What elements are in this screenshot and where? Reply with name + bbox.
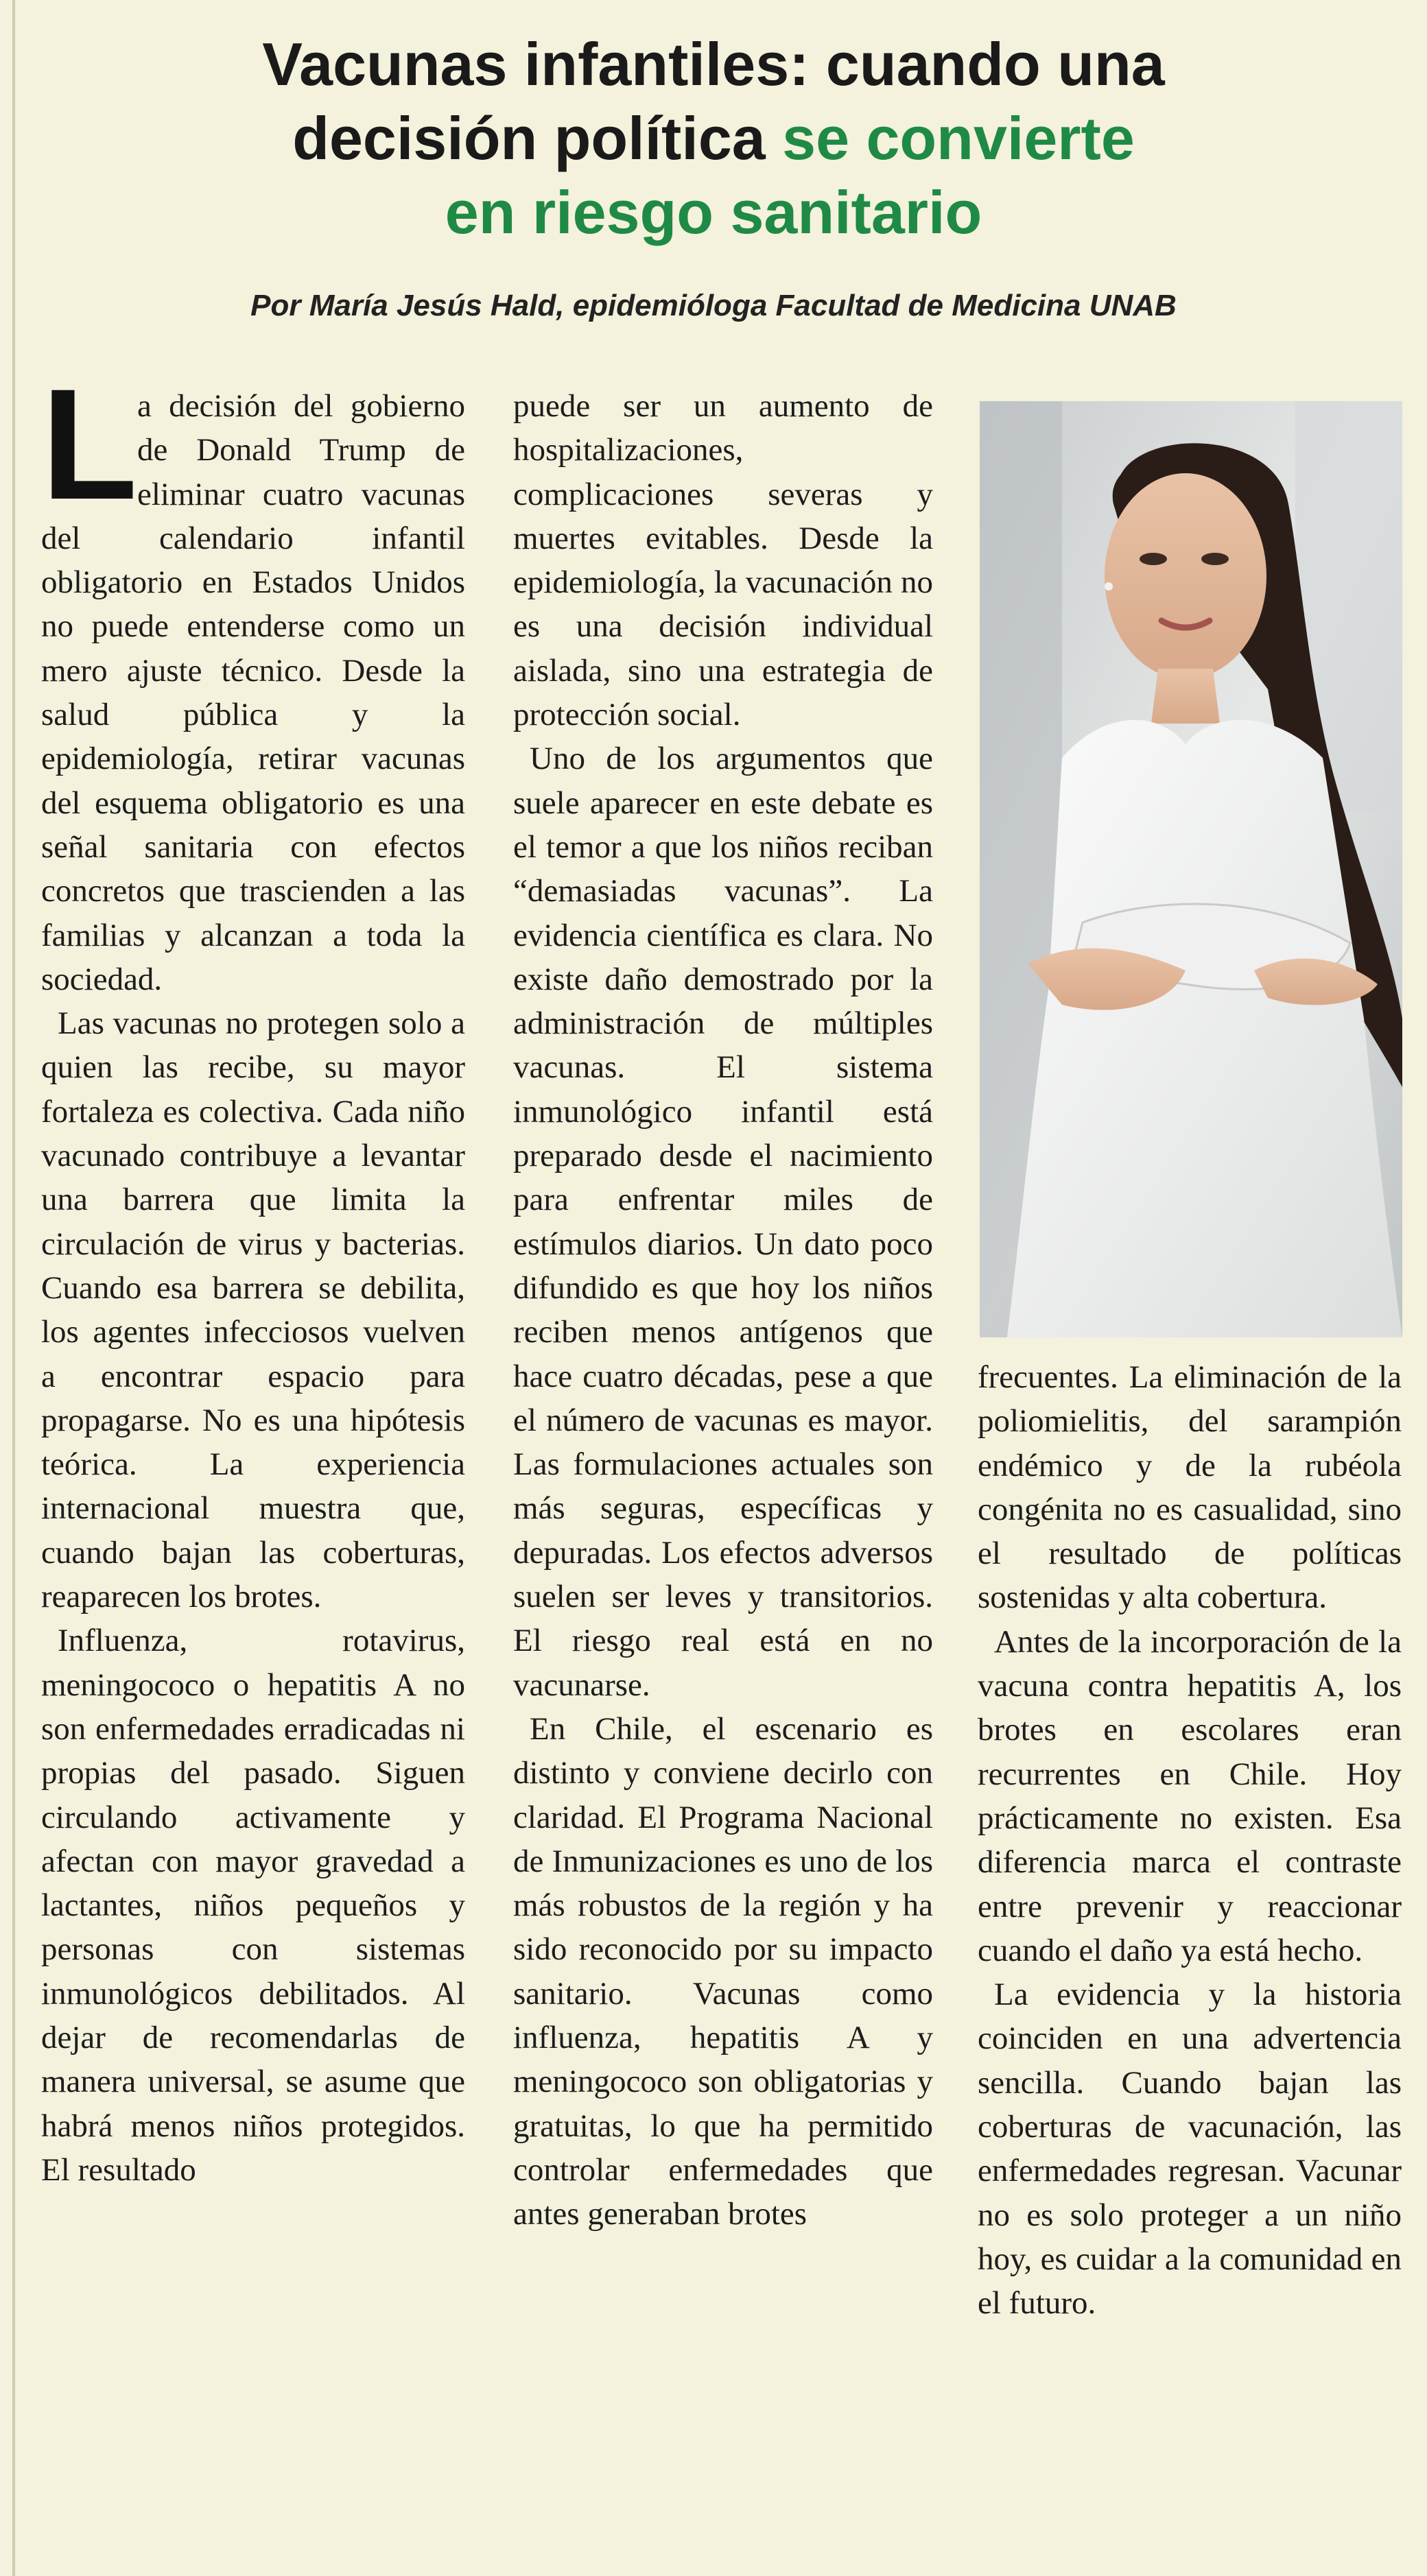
headline-line-3: en riesgo sanitario bbox=[445, 178, 982, 246]
paragraph-1: a decisión del gobierno de Donald Trump de eliminar cuatro vacunas del calendario infantil obligatorio en Estados Unidos no puede entenderse como un mero ajuste técnico. Desde la salud pública y la epidemiología, retirar vacunas del esquema obligatorio es una señal sanitaria con efectos concretos que trascienden a las familias y alcanzan a toda la sociedad. bbox=[41, 388, 465, 997]
headline-line-1: Vacunas infantiles: cuando una bbox=[262, 30, 1165, 98]
page-edge-rule bbox=[12, 0, 15, 2576]
drop-cap: L bbox=[41, 356, 138, 532]
article-byline: Por María Jesús Hald, epidemióloga Facultad de Medicina UNAB bbox=[250, 289, 1177, 322]
paragraph-8: Antes de la incorporación de la vacuna contra hepatitis A, los brotes en escolares eran recurrentes en Chile. Hoy prácticamente no existen. Esa diferencia marca el contraste entre prevenir y reaccionar cuando el daño ya está hecho. bbox=[978, 1623, 1402, 1968]
author-photo bbox=[980, 401, 1402, 1337]
article-column-1 bbox=[41, 356, 465, 2565]
article-column-3 bbox=[978, 1355, 1402, 2562]
paragraph-9: La evidencia y la historia coinciden en una advertencia sencilla. Cuando bajan las coberturas de vacunación, las enfermedades regresan. Vacunar no es solo proteger a un niño hoy, es cuidar a la comunidad en el futuro. bbox=[978, 1977, 1402, 2322]
paragraph-2: Las vacunas no protegen solo a quien las recibe, su mayor fortaleza es colectiva. Cada niño vacunado contribuye a levantar una barrera que limita la circulación de virus y bacterias. Cuando esa barrera se debilita, los agentes infecciosos vuelven a encontrar espacio para propagarse. No es una hipótesis teórica. La experiencia internacional muestra que, cuando bajan las coberturas, reaparecen los brotes. bbox=[41, 1005, 465, 1615]
paragraph-6: En Chile, el escenario es distinto y conviene decirlo con claridad. El Programa Nacional de Inmunizaciones es uno de los más robustos de la región y ha sido reconocido por su impacto sanitario. Vacunas como influenza, hepatitis A y meningococo son obligatorias y gratuitas, lo que ha permitido controlar enfermedades que antes generaban brotes bbox=[513, 1710, 933, 2232]
headline-line-2-green: se convierte bbox=[782, 104, 1135, 172]
paragraph-5: Uno de los argumentos que suele aparecer en este debate es el temor a que los niños reciban “demasiadas vacunas”. La evidencia científica es clara. No existe daño demostrado por la administración de múltiples vacunas. El sistema inmunológico infantil está preparado desde el nacimiento para enfrentar miles de estímulos diarios. Un dato poco difundido es que hoy los niños reciben menos antígenos que hace cuatro décadas, pese a que el número de vacunas es mayor. Las formulaciones actuales son más seguras, específicas y depuradas. Los efectos adversos suelen ser leves y transitorios. El riesgo real está en no vacunarse. bbox=[513, 741, 933, 1703]
headline-line-2-dark: decisión política bbox=[292, 104, 766, 172]
article-column-2 bbox=[513, 384, 933, 2565]
paragraph-7: frecuentes. La eliminación de la poliomielitis, del sarampión endémico y de la rubéola congénita no es casualidad, sino el resultado de políticas sostenidas y alta cobertura. bbox=[978, 1359, 1402, 1616]
article-headline bbox=[82, 27, 1345, 250]
paragraph-3: Influenza, rotavirus, meningococo o hepatitis A no son enfermedades erradicadas ni propias del pasado. Siguen circulando activamente y afectan con mayor gravedad a lactantes, niños pequeños y personas con sistemas inmunológicos debilitados. Al dejar de recomendarlas de manera universal, se asume que habrá menos niños protegidos. El resultado bbox=[41, 1623, 465, 2188]
paragraph-4: puede ser un aumento de hospitalizaciones, complicaciones severas y muertes evitables. Desde la epidemiología, la vacunación no es una decisión individual aislada, sino una estrategia de protección social. bbox=[513, 388, 933, 733]
